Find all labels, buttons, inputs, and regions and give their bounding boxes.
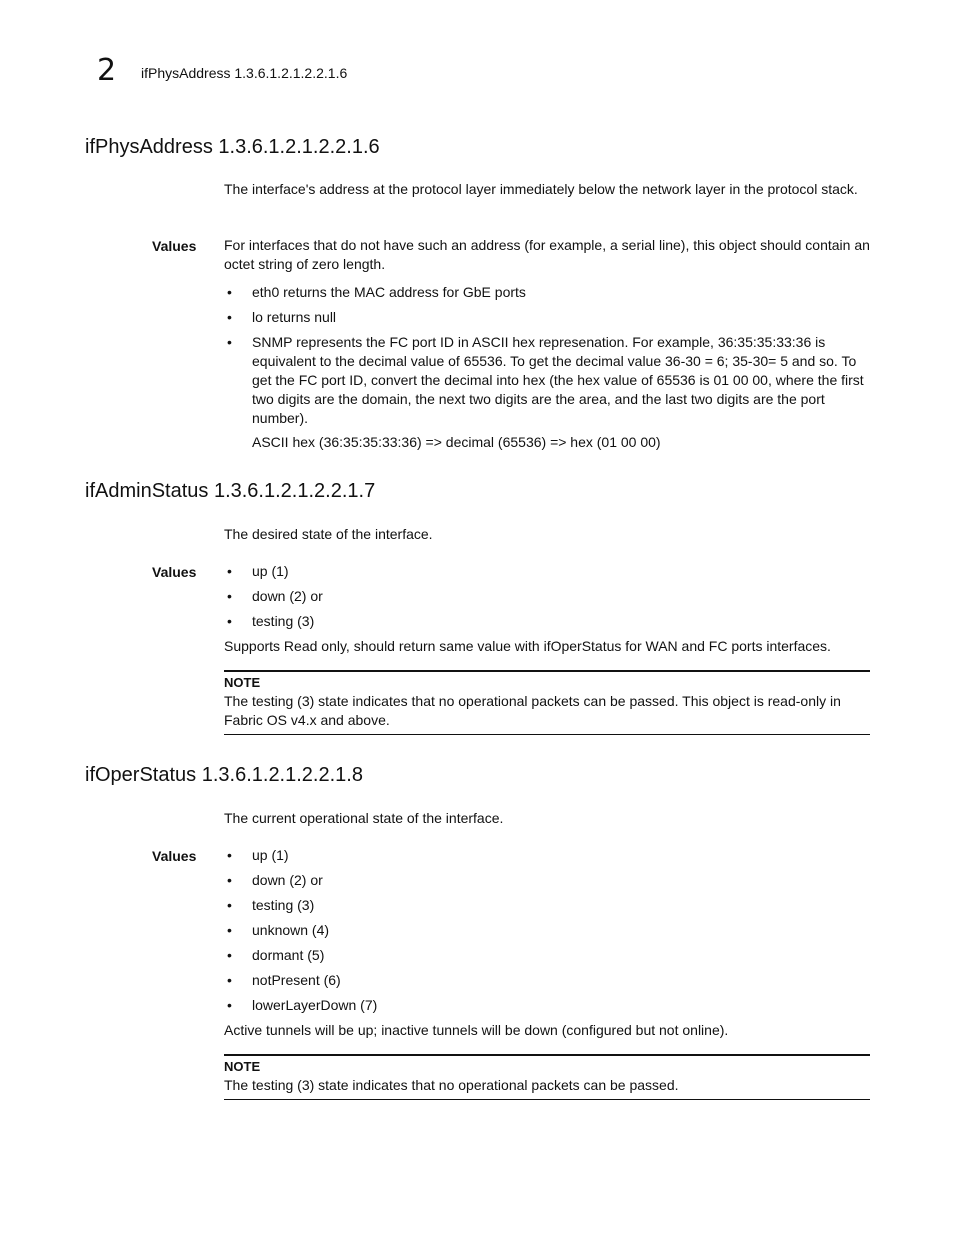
- list-item-text: testing (3): [252, 613, 315, 629]
- section-description: The interface's address at the protocol layer immediately below the network layer in the protocol stack.: [224, 181, 858, 197]
- bullet-icon: •: [227, 922, 232, 938]
- list-item-text: down (2) or: [252, 588, 323, 604]
- list-item-continuation: ASCII hex (36:35:35:33:36) => decimal (65536) => hex (01 00 00): [252, 434, 661, 450]
- bullet-icon: •: [227, 872, 232, 888]
- list-item-text: SNMP represents the FC port ID in ASCII hex represenation. For example, 36:35:35:33:36 is equivalent to the decimal value of 65536. To get the decimal value 36-30 = 6; 35-30= 5 and so. To get the FC port ID, convert the decimal into hex (the hex value of 65536 is 01 00 00, where the first two digits are the domain, the next two digits are the area, and the last two digits are the port number).: [252, 334, 864, 426]
- running-header-title: ifPhysAddress 1.3.6.1.2.1.2.2.1.6: [141, 65, 348, 81]
- list-item-text: notPresent (6): [252, 972, 341, 988]
- note-text: The testing (3) state indicates that no operational packets can be passed.: [224, 1077, 679, 1093]
- note-label: NOTE: [224, 1059, 261, 1074]
- list-item-text: testing (3): [252, 897, 315, 913]
- bullet-icon: •: [227, 972, 232, 988]
- bullet-icon: •: [227, 588, 232, 604]
- bullet-icon: •: [227, 847, 232, 863]
- list-item-text: up (1): [252, 847, 289, 863]
- note-label: NOTE: [224, 675, 261, 690]
- note-text: The testing (3) state indicates that no operational packets can be passed. This object is read-only in Fabric OS v4.x and above.: [224, 693, 841, 728]
- bullet-icon: •: [227, 997, 232, 1013]
- section-heading-ifadminstatus: ifAdminStatus 1.3.6.1.2.1.2.2.1.7: [85, 480, 376, 502]
- list-item-text: dormant (5): [252, 947, 325, 963]
- bullet-icon: •: [227, 613, 232, 629]
- values-intro: For interfaces that do not have such an address (for example, a serial line), this object should contain an octet string of zero length.: [224, 237, 870, 272]
- bullet-icon: •: [227, 309, 232, 325]
- list-item-text: lo returns null: [252, 309, 337, 325]
- bullet-icon: •: [227, 947, 232, 963]
- bullet-icon: •: [227, 284, 232, 300]
- list-item-text: eth0 returns the MAC address for GbE ports: [252, 284, 526, 300]
- bullet-icon: •: [227, 563, 232, 579]
- section-heading-ifoperstatus: ifOperStatus 1.3.6.1.2.1.2.2.1.8: [85, 764, 363, 786]
- list-item-text: lowerLayerDown (7): [252, 997, 378, 1013]
- bullet-icon: •: [227, 334, 232, 350]
- values-label: Values: [152, 848, 197, 864]
- bullet-icon: •: [227, 897, 232, 913]
- chapter-number: 2: [97, 53, 117, 88]
- values-label: Values: [152, 238, 197, 254]
- note-box: [224, 670, 870, 735]
- section-description: The current operational state of the interface.: [224, 810, 504, 826]
- section-description: The desired state of the interface.: [224, 526, 433, 542]
- list-item-text: down (2) or: [252, 872, 323, 888]
- section-after-text: Active tunnels will be up; inactive tunnels will be down (configured but not online).: [224, 1022, 729, 1038]
- note-box: [224, 1054, 870, 1100]
- section-heading-ifphysaddress: ifPhysAddress 1.3.6.1.2.1.2.2.1.6: [85, 136, 380, 158]
- list-item-text: unknown (4): [252, 922, 330, 938]
- values-label: Values: [152, 564, 197, 580]
- list-item-text: up (1): [252, 563, 289, 579]
- section-after-text: Supports Read only, should return same value with ifOperStatus for WAN and FC ports interfaces.: [224, 638, 831, 654]
